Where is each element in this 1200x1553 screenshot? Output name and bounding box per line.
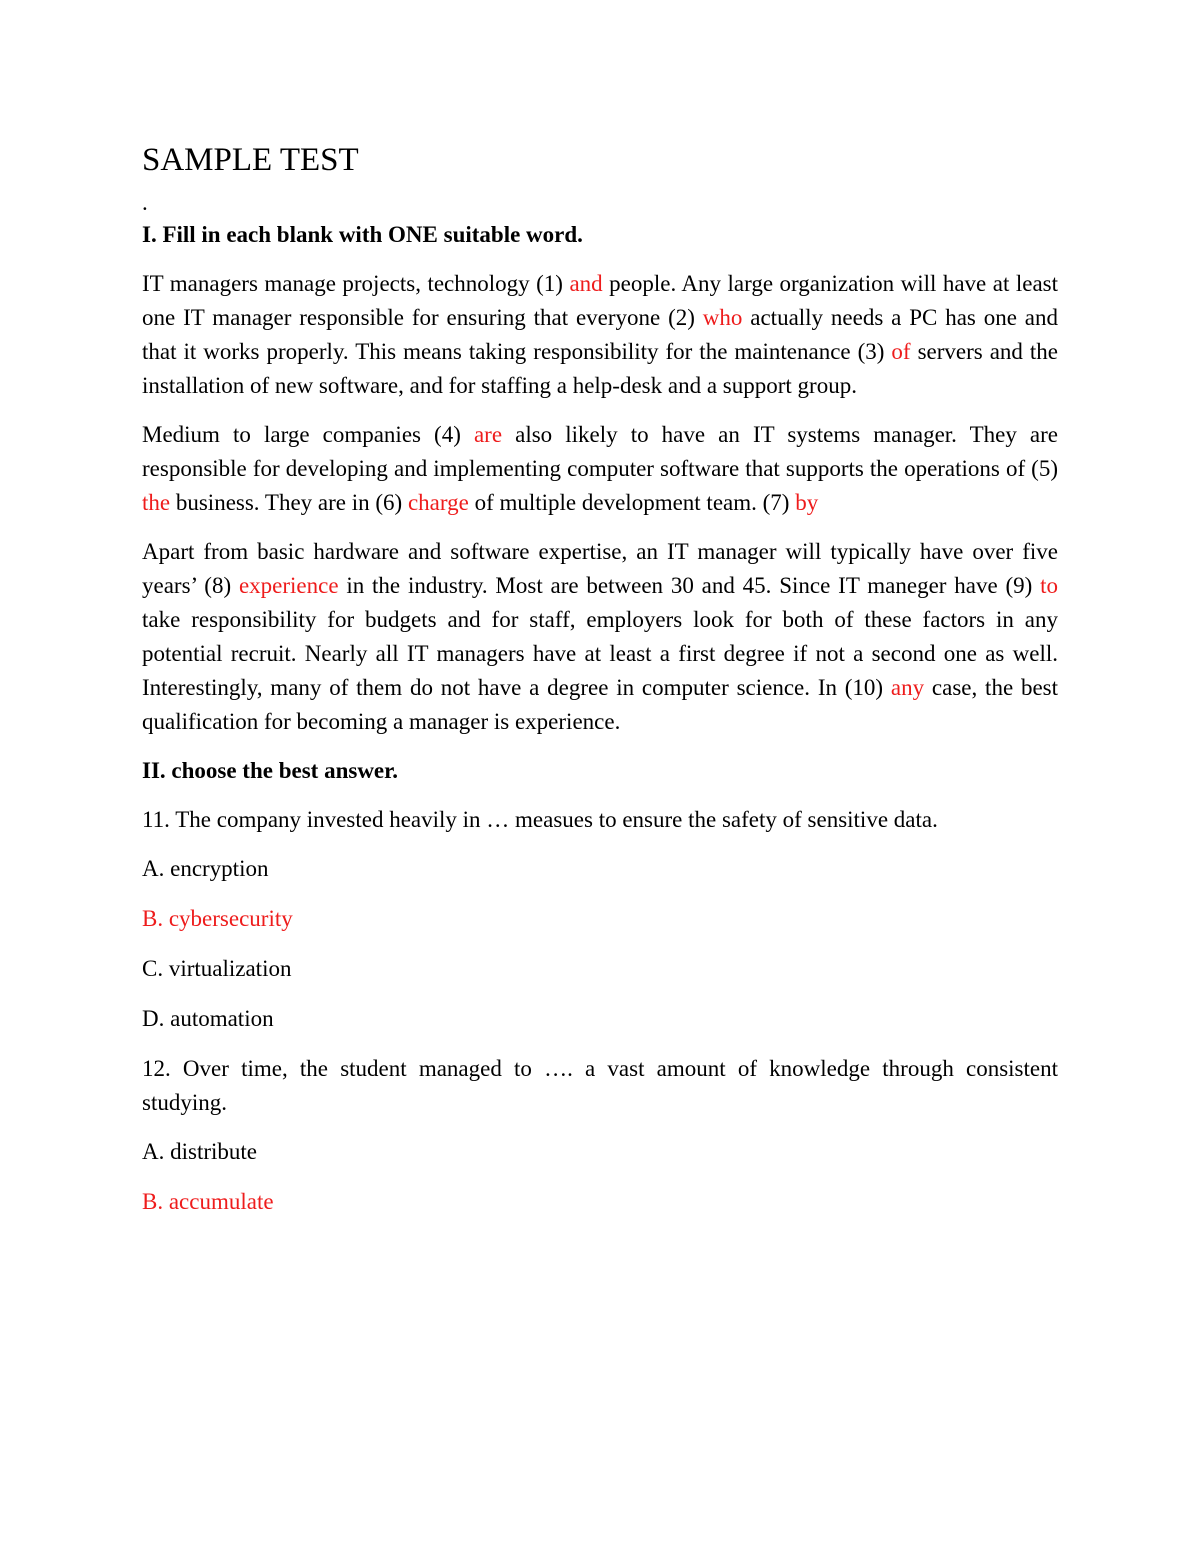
page-title: SAMPLE TEST <box>142 142 359 178</box>
answer-7: by <box>795 490 819 515</box>
question-12: 12. Over time, the student managed to …. a vast amount of knowledge through consistent studying. <box>142 1056 1058 1115</box>
answer-1: and <box>569 271 603 296</box>
paragraph-3 <box>142 535 1058 739</box>
answer-6: charge <box>407 490 469 515</box>
answer-5: the <box>142 490 171 515</box>
question-12-option-b: B. accumulate <box>142 1189 274 1214</box>
separator-dot: . <box>142 190 148 215</box>
paragraph-1-text-2: people. Any large organization will have at least one IT manager responsible for ensuring that everyone (2) <box>142 271 1058 330</box>
paragraph-3-text-2: in the industry. Most are between 30 and 45. Since IT maneger have (9) <box>338 573 1041 598</box>
paragraph-2-text-4: of multiple development team. (7) <box>468 490 796 515</box>
paragraph-1-text-1: IT managers manage projects, technology (1) <box>142 271 570 296</box>
answer-4: are <box>473 422 503 447</box>
section-2-heading: II. choose the best answer. <box>142 758 398 783</box>
answer-9: to <box>1040 573 1058 598</box>
question-11: 11. The company invested heavily in … measues to ensure the safety of sensitive data. <box>142 807 938 832</box>
answer-3: of <box>891 339 911 364</box>
question-11-option-a: A. encryption <box>142 856 269 881</box>
question-11-option-b: B. cybersecurity <box>142 906 293 931</box>
paragraph-3-text-4: case, the best qualification for becoming a manager is experience. <box>142 675 1058 734</box>
answer-2: who <box>702 305 743 330</box>
paragraph-1 <box>142 267 1058 403</box>
section-1-heading: I. Fill in each blank with ONE suitable word. <box>142 222 583 247</box>
paragraph-1-text-4: servers and the installation of new software, and for staffing a help-desk and a support group. <box>142 339 1058 398</box>
question-11-option-d: D. automation <box>142 1006 274 1031</box>
paragraph-2-text-1: Medium to large companies (4) <box>142 422 474 447</box>
document-content <box>142 140 1058 1235</box>
paragraph-2 <box>142 418 1058 520</box>
paragraph-2-text-2: also likely to have an IT systems manager. They are responsible for developing and implementing computer software that supports the operations of (5) <box>142 422 1059 481</box>
paragraph-1-text-3: actually needs a PC has one and that it works properly. This means taking responsibility for the maintenance (3) <box>142 305 1058 364</box>
paragraph-2-text-3: business. They are in (6) <box>170 490 408 515</box>
question-12-option-a: A. distribute <box>142 1139 257 1164</box>
paragraph-3-text-3: take responsibility for budgets and for staff, employers look for both of these factors in any potential recruit. Nearly all IT managers have at least a first degree if not a second one as well. Interestingly, many of them do not have a degree in computer science. In (10) <box>142 607 1058 700</box>
answer-8: experience <box>238 573 339 598</box>
answer-10: any <box>890 675 925 700</box>
question-11-option-c: C. virtualization <box>142 956 292 981</box>
paragraph-3-text-1: Apart from basic hardware and software expertise, an IT manager will typically have over five years’ (8) <box>142 539 1058 598</box>
